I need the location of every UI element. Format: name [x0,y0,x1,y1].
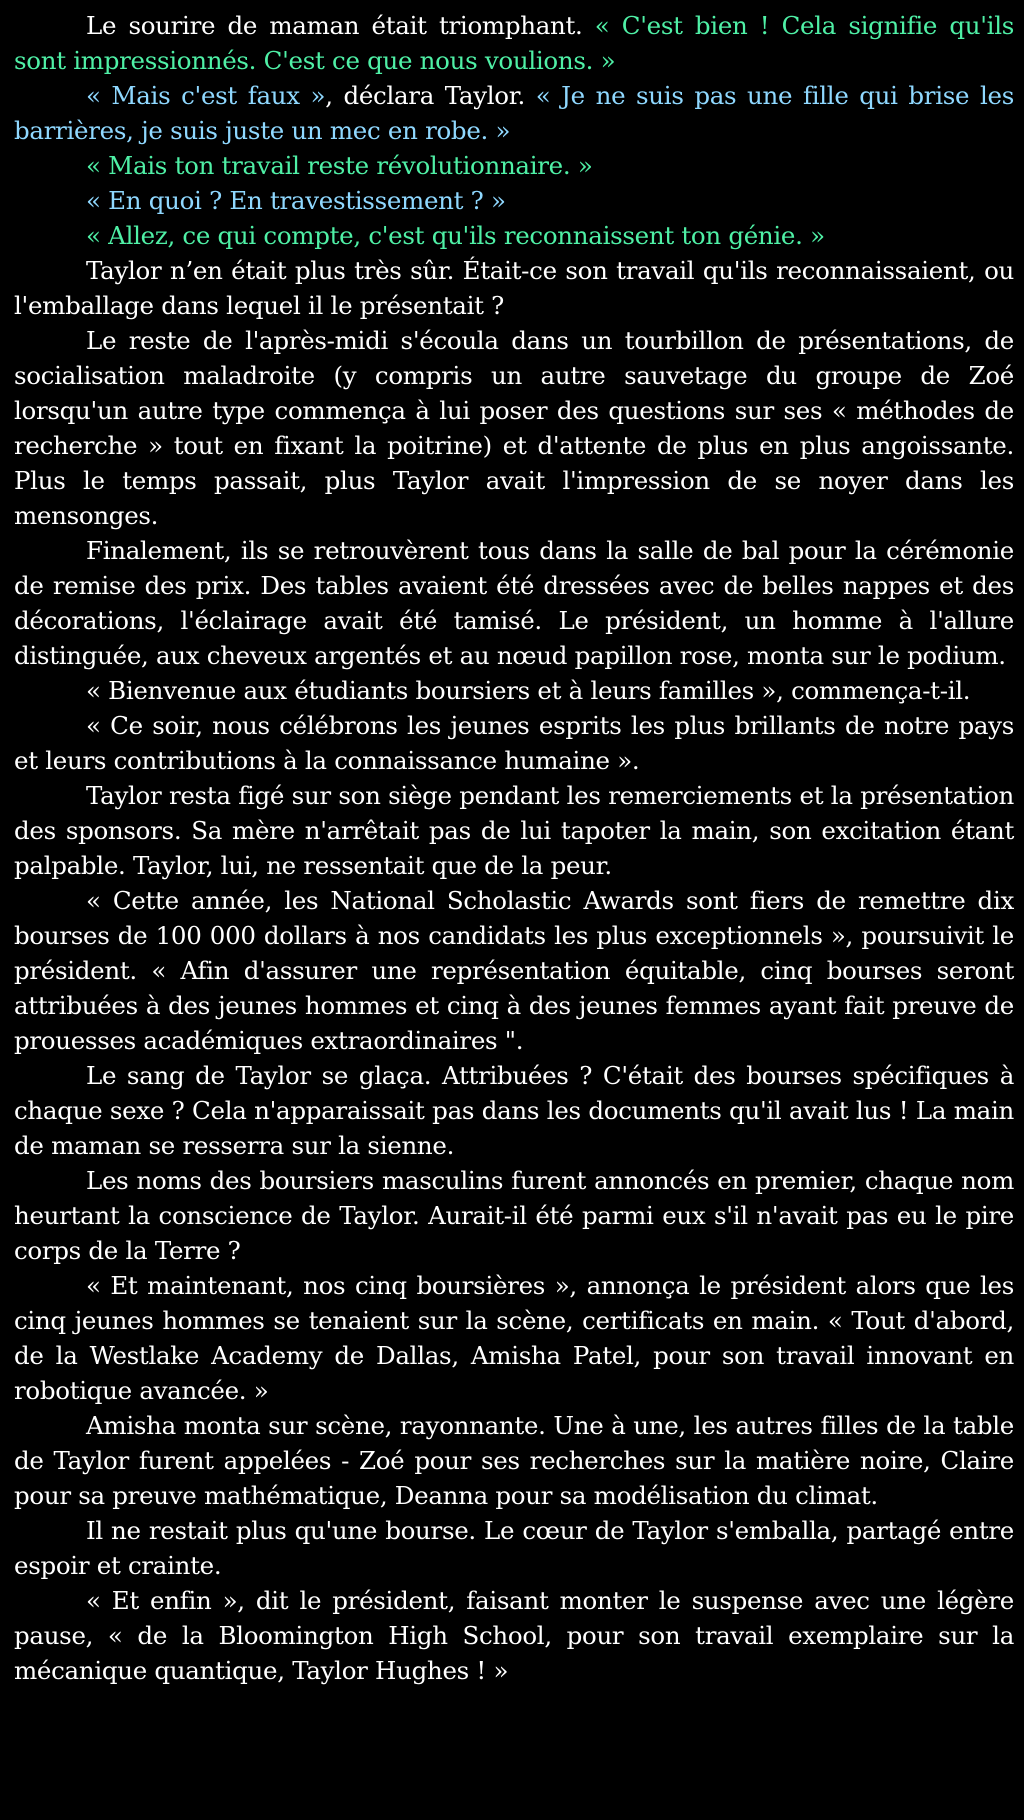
narration-text: « Cette année, les National Scholastic Awards sont fiers de remettre dix bourses de 100 000 dollars à nos candidats les plus exceptionnels », poursuivit le président. « Afin d'assurer une représentation équitable, cinq bourses seront attribuées à des jeunes hommes et cinq à des jeunes femmes ayant fait preuve de prouesses académiques extraordinaires ". [14,886,1014,1055]
narration-text: , déclara Taylor. [325,81,536,110]
paragraph [14,1513,1014,1583]
paragraph [14,673,1014,708]
narration-text: Finalement, ils se retrouvèrent tous dans la salle de bal pour la cérémonie de remise des prix. Des tables avaient été dressées avec de belles nappes et des décorations, l'éclairage avait été tamisé. Le président, un homme à l'allure distinguée, aux cheveux argentés et au nœud papillon rose, monta sur le podium. [14,536,1014,670]
paragraph [14,883,1014,1058]
paragraph [14,8,1014,78]
taylor-dialogue: « Mais c'est faux » [86,81,326,110]
paragraph [14,1163,1014,1268]
narration-text: Taylor resta figé sur son siège pendant les remerciements et la présentation des sponsors. Sa mère n'arrêtait pas de lui tapoter la main, son excitation étant palpable. Taylor, lui, ne ressentait que de la peur. [14,781,1014,880]
narration-text: Le sang de Taylor se glaça. Attribuées ? C'était des bourses spécifiques à chaque sexe ? Cela n'apparaissait pas dans les documents qu'il avait lus ! La main de maman se resserra sur la sienne. [14,1061,1014,1160]
paragraph [14,78,1014,148]
narration-text: Le reste de l'après-midi s'écoula dans un tourbillon de présentations, de socialisation maladroite (y compris un autre sauvetage du groupe de Zoé lorsqu'un autre type commença à lui poser des questions sur ses « méthodes de recherche » tout en fixant la poitrine) et d'attente de plus en plus angoissante. Plus le temps passait, plus Taylor avait l'impression de se noyer dans les mensonges. [14,326,1014,530]
paragraph [14,708,1014,778]
paragraph [14,1058,1014,1163]
mother-dialogue: « Allez, ce qui compte, c'est qu'ils reconnaissent ton génie. » [86,221,825,250]
paragraph [14,183,1014,218]
paragraph [14,1268,1014,1408]
narration-text: « Ce soir, nous célébrons les jeunes esprits les plus brillants de notre pays et leurs contributions à la connaissance humaine ». [14,711,1014,775]
narration-text: Taylor n’en était plus très sûr. Était-ce son travail qu'ils reconnaissaient, ou l'emballage dans lequel il le présentait ? [14,256,1014,320]
paragraph [14,778,1014,883]
paragraph [14,1408,1014,1513]
mother-dialogue: « C'est bien ! Cela signifie qu'ils sont impressionnés. C'est ce que nous voulions. » [14,11,1014,75]
paragraph [14,533,1014,673]
taylor-dialogue: « Je ne suis pas une fille qui brise les barrières, je suis juste un mec en robe. » [14,81,1014,145]
narration-text: « Bienvenue aux étudiants boursiers et à leurs familles », commença-t-il. [86,676,971,705]
paragraph [14,148,1014,183]
mother-dialogue: « Mais ton travail reste révolutionnaire. » [86,151,593,180]
narration-text: « Et maintenant, nos cinq boursières », annonça le président alors que les cinq jeunes hommes se tenaient sur la scène, certificats en main. « Tout d'abord, de la Westlake Academy de Dallas, Amisha Patel, pour son travail innovant en robotique avancée. » [14,1271,1014,1405]
paragraph [14,218,1014,253]
narration-text: Les noms des boursiers masculins furent annoncés en premier, chaque nom heurtant la conscience de Taylor. Aurait-il été parmi eux s'il n'avait pas eu le pire corps de la Terre ? [14,1166,1014,1265]
narration-text: Amisha monta sur scène, rayonnante. Une à une, les autres filles de la table de Taylor furent appelées - Zoé pour ses recherches sur la matière noire, Claire pour sa preuve mathématique, Deanna pour sa modélisation du climat. [14,1411,1014,1510]
narration-text: Il ne restait plus qu'une bourse. Le cœur de Taylor s'emballa, partagé entre espoir et crainte. [14,1516,1014,1580]
paragraph [14,253,1014,323]
narration-text: « Et enfin », dit le président, faisant monter le suspense avec une légère pause, « de la Bloomington High School, pour son travail exemplaire sur la mécanique quantique, Taylor Hughes ! » [14,1586,1014,1685]
taylor-dialogue: « En quoi ? En travestissement ? » [86,186,506,215]
narration-text: Le sourire de maman était triomphant. [86,11,595,40]
story-text [14,8,1014,1688]
paragraph [14,1583,1014,1688]
paragraph [14,323,1014,533]
